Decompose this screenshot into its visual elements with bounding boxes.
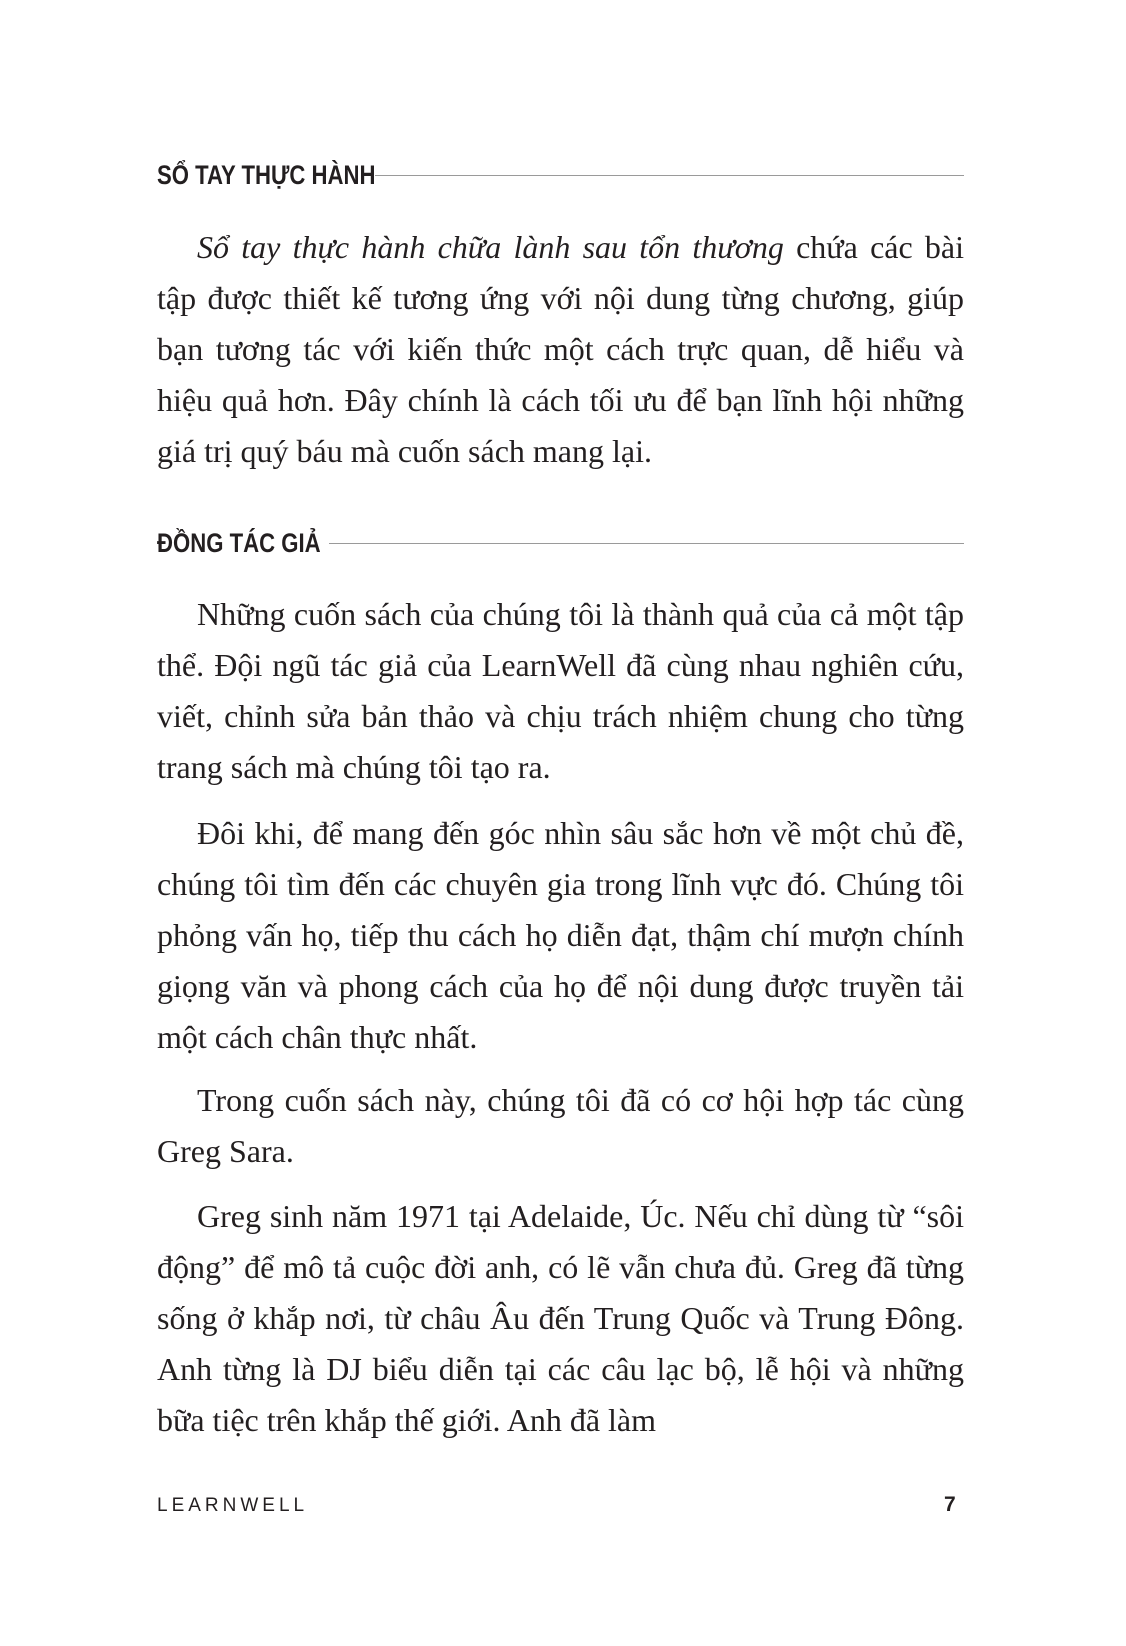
paragraph: Greg sinh năm 1971 tại Adelaide, Úc. Nếu chỉ dùng từ “sôi động” để mô tả cuộc đời anh, có lẽ vẫn chưa đủ. Greg đã từng sống ở khắp nơi, từ châu Âu đến Trung Quốc và Trung Đông. Anh từng là DJ biểu diễn tại các câu lạc bộ, lễ hội và những bữa tiệc trên khắp thế giới. Anh đã làm: [157, 1198, 964, 1438]
footer-publisher: LEARNWELL: [157, 1495, 309, 1516]
section-title: ĐỒNG TÁC GIẢ: [157, 528, 321, 558]
section-heading-dong-tac-gia: [157, 528, 964, 559]
heading-rule: [329, 543, 964, 544]
paragraph: Đôi khi, để mang đến góc nhìn sâu sắc hơn về một chủ đề, chúng tôi tìm đến các chuyên gia trong lĩnh vực đó. Chúng tôi phỏng vấn họ, tiếp thu cách họ diễn đạt, thậm chí mượn chính giọng văn và phong cách của họ để nội dung được truyền tải một cách chân thực nhất.: [157, 815, 964, 1055]
paragraph: Trong cuốn sách này, chúng tôi đã có cơ hội hợp tác cùng Greg Sara.: [157, 1082, 964, 1169]
paragraph: [157, 222, 964, 477]
section-title: SỔ TAY THỰC HÀNH: [157, 160, 376, 190]
section-heading-so-tay: [157, 160, 964, 191]
heading-rule: [375, 175, 964, 176]
page-number: 7: [944, 1493, 956, 1516]
book-page: [157, 0, 964, 1646]
paragraph-text: chứa các bài tập được thiết kế tương ứng với nội dung từng chương, giúp bạn tương tác với kiến thức một cách trực quan, dễ hiểu và hiệu quả hơn. Đây chính là cách tối ưu để bạn lĩnh hội những giá trị quý báu mà cuốn sách mang lại.: [157, 229, 965, 469]
book-title-italic: Sổ tay thực hành chữa lành sau tổn thương: [197, 229, 784, 265]
paragraph: Những cuốn sách của chúng tôi là thành quả của cả một tập thể. Đội ngũ tác giả của LearnWell đã cùng nhau nghiên cứu, viết, chỉnh sửa bản thảo và chịu trách nhiệm chung cho từng trang sách mà chúng tôi tạo ra.: [157, 596, 964, 785]
